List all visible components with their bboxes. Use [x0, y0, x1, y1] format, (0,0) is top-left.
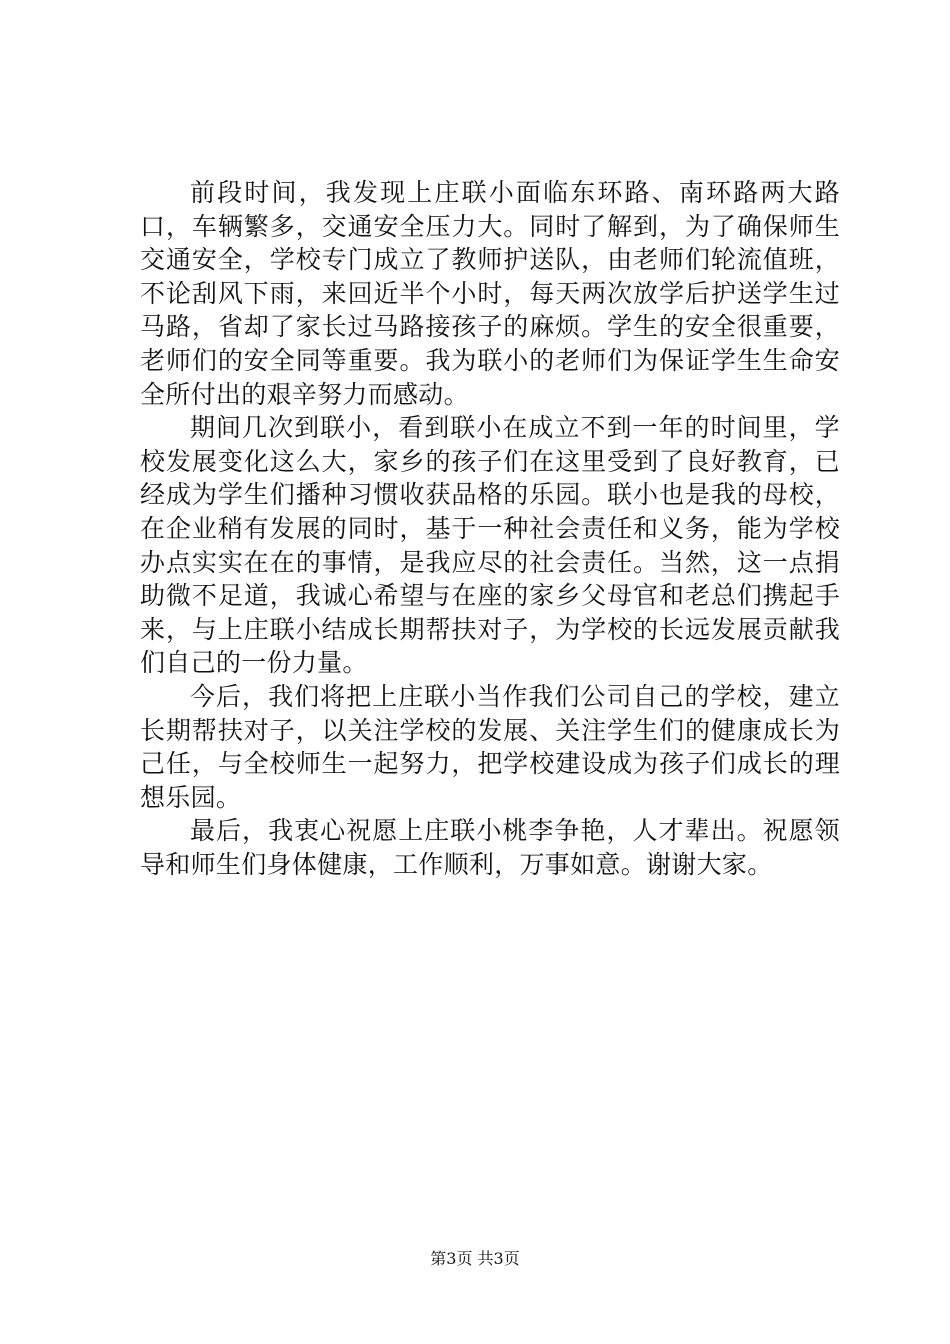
paragraph-3: 今后，我们将把上庄联小当作我们公司自己的学校，建立长期帮扶对子，以关注学校的发展、关注学生们的健康成长为己任，与全校师生一起努力，把学校建设成为孩子们成长的理想乐园。 [140, 681, 840, 812]
document-body [140, 176, 840, 881]
paragraph-2: 期间几次到联小，看到联小在成立不到一年的时间里，学校发展变化这么大，家乡的孩子们在这里受到了良好教育，已经成为学生们播种习惯收获品格的乐园。联小也是我的母校，在企业稍有发展的同时，基于一种社会责任和义务，能为学校办点实实在在的事情，是我应尽的社会责任。当然，这一点捐助微不足道，我诚心希望与在座的家乡父母官和老总们携起手来，与上庄联小结成长期帮扶对子，为学校的长远发展贡献我们自己的一份力量。 [140, 413, 840, 678]
paragraph-4: 最后，我衷心祝愿上庄联小桃李争艳，人才辈出。祝愿领导和师生们身体健康，工作顺利，万事如意。谢谢大家。 [140, 816, 840, 879]
paragraph-1: 前段时间，我发现上庄联小面临东环路、南环路两大路口，车辆繁多，交通安全压力大。同时了解到，为了确保师生交通安全，学校专门成立了教师护送队，由老师们轮流值班，不论刮风下雨，来回近半个小时，每天两次放学后护送学生过马路，省却了家长过马路接孩子的麻烦。学生的安全很重要，老师们的安全同等重要。我为联小的老师们为保证学生生命安全所付出的艰辛努力而感动。 [140, 178, 840, 409]
page-footer: 第3页 共3页 [430, 1249, 520, 1268]
